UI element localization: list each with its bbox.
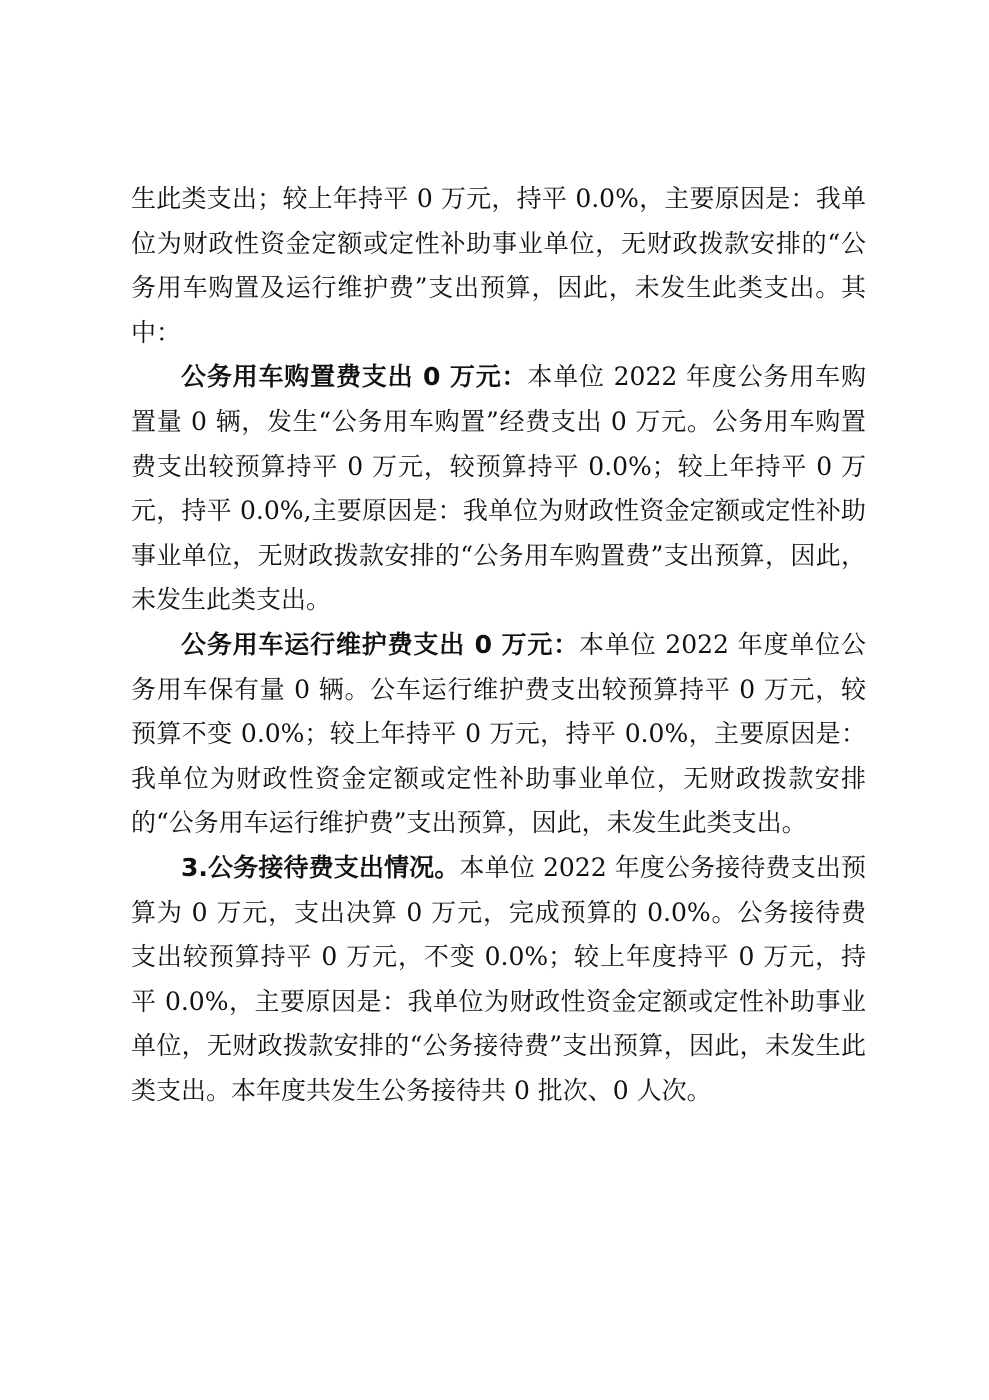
paragraph-reception-expense [131,846,866,1114]
paragraph-vehicle-maintenance [131,623,866,846]
paragraph-text: 本单位 2022 年度单位公务用车保有量 0 辆。公车运行维护费支出较预算持平 0 万元，较预算不变 0.0%；较上年持平 0 万元，持平 0.0%，主要原因是：我单位为财政性资金定额或定性补助事业单位，无财政拨款安排的“公务用车运行维护费”支出预算，因此，未发生此类支出。 [131,629,866,838]
paragraph-text: 本单位 2022 年度公务用车购置量 0 辆，发生“公务用车购置”经费支出 0 万元。公务用车购置费支出较预算持平 0 万元，较预算持平 0.0%；较上年持平 0 万元，持平 0.0%,主要原因是：我单位为财政性资金定额或定性补助事业单位，无财政拨款安排的“公务用车购置费”支出预算，因此，未发生此类支出。 [131,362,866,615]
paragraph-heading: 3.公务接待费支出情况。 [181,852,460,882]
paragraph-vehicle-summary [131,177,866,355]
paragraph-heading: 公务用车运行维护费支出 0 万元： [181,629,580,659]
paragraph-vehicle-purchase [131,355,866,623]
paragraph-text: 本单位 2022 年度公务接待费支出预算为 0 万元，支出决算 0 万元，完成预算的 0.0%。公务接待费支出较预算持平 0 万元，不变 0.0%；较上年度持平 0 万元，持平 0.0%，主要原因是：我单位为财政性资金定额或定性补助事业单位，无财政拨款安排的“公务接待费”支出预算，因此，未发生此类支出。本年度共发生公务接待共 0 批次、0 人次。 [131,852,866,1105]
paragraph-heading: 公务用车购置费支出 0 万元： [181,362,528,392]
document-body [131,177,866,1113]
paragraph-text: 生此类支出；较上年持平 0 万元，持平 0.0%，主要原因是：我单位为财政性资金定额或定性补助事业单位，无财政拨款安排的“公务用车购置及运行维护费”支出预算，因此，未发生此类支出。其中： [131,184,866,347]
